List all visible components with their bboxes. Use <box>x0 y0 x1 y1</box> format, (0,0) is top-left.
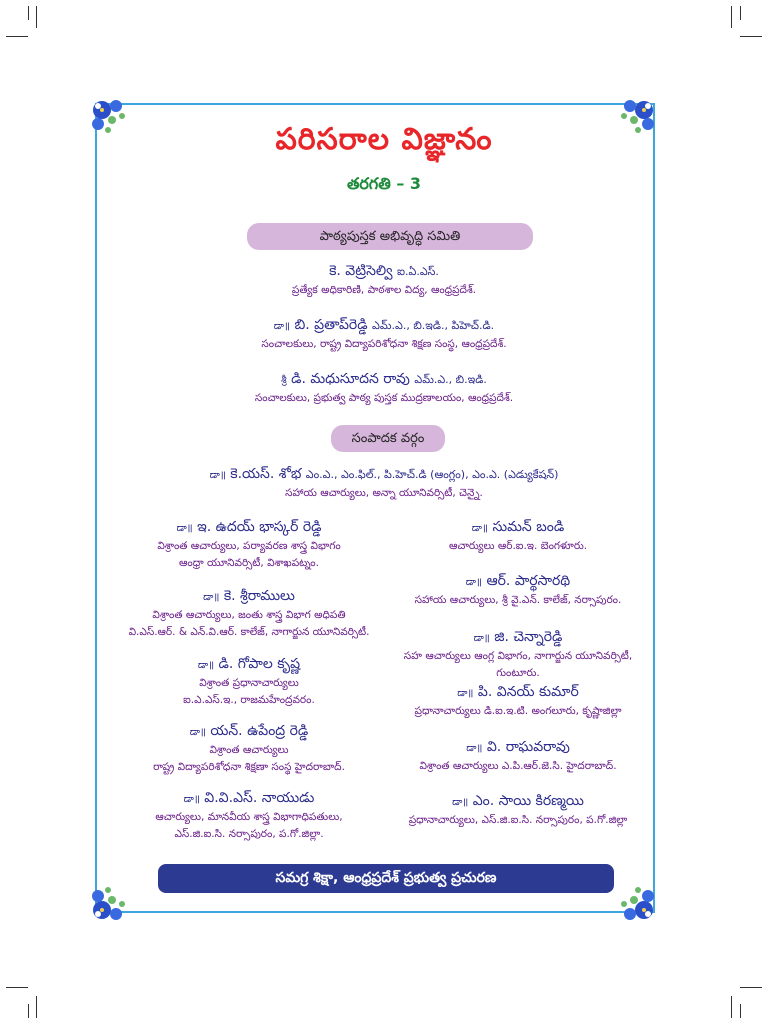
member-name: సుమన్ బండి <box>492 519 565 535</box>
member-designation: సహాయ ఆచార్యులు, శ్రీ వై.ఎన్. కాలేజ్, నర్సాపురం. <box>414 594 622 606</box>
member-qualification: ఎమ్.ఎ., బి.ఇడి. <box>414 373 487 386</box>
crop-mark <box>740 6 741 20</box>
committee-member <box>120 316 648 353</box>
name-prefix: డా॥ <box>466 743 483 754</box>
member-designation: వి.ఎస్.ఆర్. & ఎన్.వి.ఆర్. కాలేజ్, నాగార్జున యూనివర్సిటీ. <box>128 626 370 638</box>
member-name: పి. వినయ్ కుమార్ <box>477 684 579 700</box>
name-prefix: డా॥ <box>203 592 220 603</box>
crop-mark <box>740 987 762 988</box>
name-prefix: డా॥ <box>209 470 226 481</box>
name-prefix: డా॥ <box>176 523 193 534</box>
class-subtitle: తరగతి – 3 <box>346 174 422 193</box>
member-name: వి.వి.ఎస్. నాయుడు <box>204 790 315 806</box>
editor-heading: సంపాదక వర్గం <box>331 425 445 452</box>
member-designation: ప్రధానాచార్యులు, ఎస్.జి.ఐ.సి. నర్సాపురం, ప.గో.జిల్లా <box>408 814 628 826</box>
name-prefix: డా॥ <box>189 727 206 738</box>
crop-mark <box>740 36 762 37</box>
name-prefix: డా॥ <box>452 797 469 808</box>
crop-mark <box>28 6 29 20</box>
member-name: ఆర్. పార్థసారథి <box>486 573 571 589</box>
member-name: వి. రాఘవరావు <box>486 739 570 755</box>
editor-entry <box>384 628 652 682</box>
crop-mark <box>731 6 732 28</box>
member-name: బి. ప్రతాప్‌రెడ్డి <box>294 317 368 333</box>
member-designation: ఎస్.జి.ఐ.సి. నర్సాపురం, ప.గో.జిల్లా. <box>174 828 324 840</box>
editor-entry <box>102 789 396 843</box>
editor-entry <box>384 572 652 609</box>
editor-entry <box>384 518 652 555</box>
member-name: ఎం. సాయి కిరణ్మయి <box>472 793 584 809</box>
crop-mark <box>731 996 732 1018</box>
name-prefix: డా॥ <box>471 523 488 534</box>
member-designation: ఆచార్యులు ఆర్.ఐ.ఇ. బెంగళూరు. <box>448 540 588 552</box>
member-name: ఇ. ఉదయ్ భాస్కర్ రెడ్డి <box>197 519 322 535</box>
crop-mark <box>6 36 28 37</box>
name-prefix: శ్రీ <box>281 375 287 386</box>
member-name: డి. గోపాల కృష్ణ <box>218 656 301 672</box>
flower-decoration-icon <box>88 880 132 924</box>
committee-member <box>120 370 648 407</box>
editor-entry <box>384 683 652 720</box>
member-designation: ప్రత్యేక అధికారిణి, పాఠశాల విద్య, ఆంధ్రప్రదేశ్. <box>291 284 477 296</box>
editor-entry <box>102 587 396 641</box>
member-name: యన్. ఉపేంద్ర రెడ్డి <box>210 723 309 739</box>
name-prefix: డా॥ <box>465 577 482 588</box>
member-designation: విశ్రాంత ఆచార్యులు, పర్యావరణ శాస్త్ర విభాగం <box>157 540 341 552</box>
member-qualification: ఎం.ఎ., ఎం.ఫిల్., పి.హెచ్.డి (ఆంగ్లం), ఎం.ఎ. (ఎడ్యుకేషన్) <box>305 468 559 481</box>
name-prefix: డా॥ <box>197 660 215 671</box>
member-name: కె.యస్. శోభ <box>230 466 302 482</box>
editor-entry <box>102 655 396 709</box>
member-designation: సంచాలకులు, రాష్ట్ర విద్యాపరిశోధనా శిక్షణ సంస్థ, ఆంధ్రప్రదేశ్. <box>261 338 507 350</box>
member-name: జి. చెన్నారెడ్డి <box>494 629 563 645</box>
editor-entry <box>384 792 652 829</box>
member-qualification: ఎమ్.ఎ., బి.ఇడి., పిహెచ్.డి. <box>372 319 495 332</box>
member-designation: ఐ.ఎ.ఎస్.ఇ., రాజమహేంద్రవరం. <box>183 694 315 706</box>
crop-mark <box>28 1004 29 1018</box>
name-prefix: డా॥ <box>473 633 490 644</box>
committee-heading: పాఠ్యపుస్తక అభివృద్ధి సమితి <box>247 223 533 250</box>
member-designation: విశ్రాంత ఆచార్యులు, జంతు శాస్త్ర విభాగ అధిపతి <box>152 609 346 621</box>
name-prefix: డా॥ <box>457 688 474 699</box>
page-title: పరిసరాల విజ్ఞానం <box>275 122 493 157</box>
member-designation: ఆంధ్రా యూనివర్సిటీ, విశాఖపట్నం. <box>179 557 319 569</box>
crop-mark <box>36 996 37 1018</box>
member-designation: సహ ఆచార్యులు ఆంగ్ల విభాగం, నాగార్జున యూనివర్సిటీ, గుంటూరు. <box>403 650 633 679</box>
editor-entry <box>102 518 396 572</box>
member-designation: సహాయ ఆచార్యులు, అన్నా యూనివర్సిటీ, చెన్నై. <box>285 487 483 499</box>
editor-entry <box>384 738 652 775</box>
publisher-banner: సమగ్ర శిక్షా, ఆంధ్రప్రదేశ్ ప్రభుత్వ ప్రచురణ <box>158 864 614 893</box>
flower-decoration-icon <box>614 880 658 924</box>
name-prefix: డా॥ <box>183 794 200 805</box>
member-designation: విశ్రాంత ప్రధానాచార్యులు <box>199 677 299 689</box>
member-designation: విశ్రాంత ఆచార్యులు ఎ.పి.ఆర్.జె.సి. హైదరాబాద్. <box>419 760 617 772</box>
crop-mark <box>36 6 37 28</box>
committee-member <box>120 262 648 299</box>
member-designation: సంచాలకులు, ప్రభుత్వ పాఠ్య పుస్తక ముద్రణాలయం, ఆంధ్రప్రదేశ్. <box>254 392 514 404</box>
name-prefix: డా॥ <box>273 321 290 332</box>
crop-mark <box>6 987 28 988</box>
member-qualification: ఐ.ఏ.ఎస్. <box>397 265 439 278</box>
member-designation: విశ్రాంత ఆచార్యులు <box>209 744 289 756</box>
member-name: కె. వెట్రిసెల్వి <box>329 263 393 279</box>
member-designation: ప్రధానాచార్యులు డి.ఐ.ఇ.టి. అంగలూరు, కృష్ణాజిల్లా <box>414 705 622 717</box>
editor-entry <box>102 722 396 776</box>
member-designation: ఆచార్యులు, మానవీయ శాస్త్ర విభాగాధిపతులు, <box>155 811 343 823</box>
member-name: డి. మధుసూదన రావు <box>291 371 410 387</box>
chief-editor <box>110 465 658 502</box>
member-designation: రాష్ట్ర విద్యాపరిశోధనా శిక్షణా సంస్థ హైదరాబాద్. <box>153 761 345 773</box>
member-name: కె. శ్రీరాములు <box>223 588 295 604</box>
crop-mark <box>740 1004 741 1018</box>
